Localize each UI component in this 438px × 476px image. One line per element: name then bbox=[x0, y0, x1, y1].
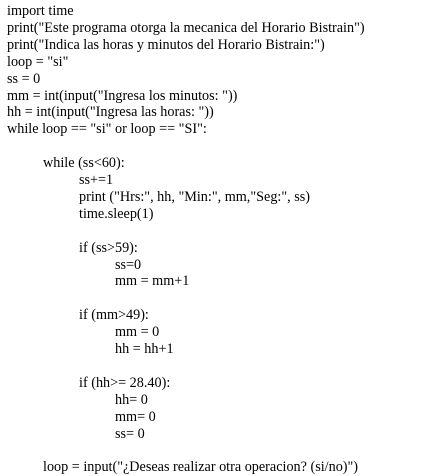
code-line: print("Este programa otorga la mecanica del Horario Bistrain") bbox=[7, 19, 365, 36]
code-line: hh= 0 bbox=[115, 391, 148, 408]
code-line: ss= 0 bbox=[115, 425, 145, 442]
code-line: if (hh>= 28.40): bbox=[79, 374, 171, 391]
code-line: mm = mm+1 bbox=[115, 273, 190, 290]
code-line: while (ss<60): bbox=[43, 155, 125, 172]
code-line: ss+=1 bbox=[79, 172, 114, 188]
code-line: hh = int(input("Ingresa las horas: ")) bbox=[7, 104, 214, 121]
code-line: ss=0 bbox=[115, 256, 142, 273]
code-line: import time bbox=[7, 3, 74, 19]
code-line: if (mm>49): bbox=[79, 307, 149, 324]
code-line: print("Indica las horas y minutos del Horario Bistrain:") bbox=[7, 36, 325, 53]
code-line: loop = input("¿Deseas realizar otra operacion? (si/no)") bbox=[43, 459, 359, 476]
code-line: ss = 0 bbox=[7, 70, 41, 87]
code-line: mm = 0 bbox=[115, 324, 160, 341]
code-line: hh = hh+1 bbox=[115, 341, 174, 357]
code-line: mm = int(input("Ingresa los minutos: ")) bbox=[7, 87, 238, 104]
code-line: loop = "si" bbox=[7, 53, 69, 70]
code-line: if (ss>59): bbox=[79, 239, 138, 256]
code-line: time.sleep(1) bbox=[79, 205, 154, 222]
code-line: print ("Hrs:", hh, "Min:", mm,"Seg:", ss) bbox=[79, 188, 311, 205]
code-line: while loop == "si" or loop == "SI": bbox=[7, 121, 207, 138]
code-line: mm= 0 bbox=[115, 408, 156, 425]
